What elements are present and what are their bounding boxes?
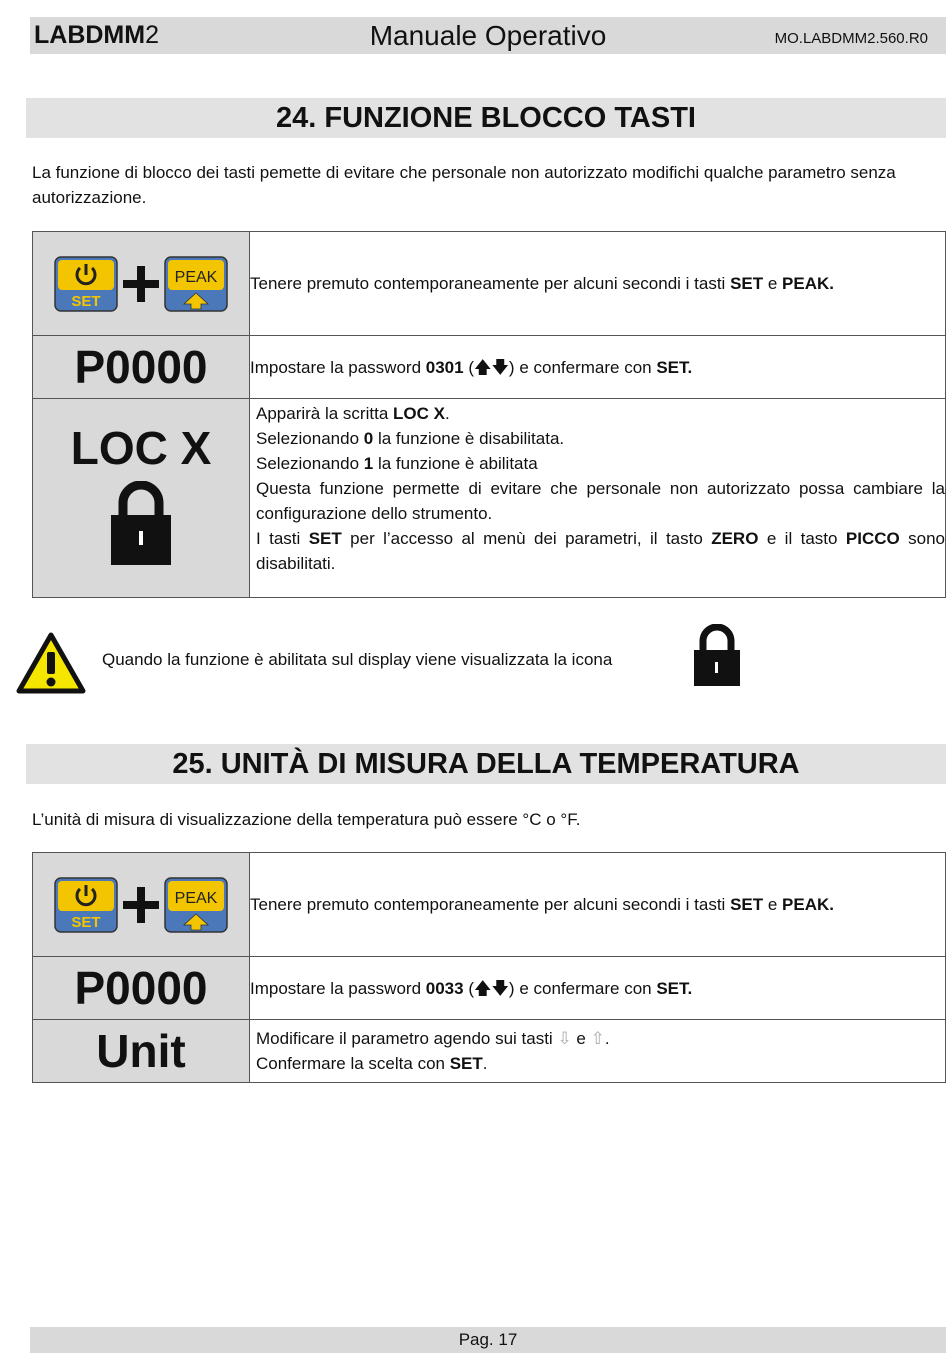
peak-key-label: PEAK (174, 268, 218, 286)
section-25-intro: L’unità di misura di visualizzazione della temperatura può essere °C o °F. (32, 810, 581, 829)
warning-note (16, 632, 756, 694)
page-number: Pag. 17 (458, 1330, 518, 1349)
warning-icon (16, 632, 86, 694)
section-25-title: 25. UNITÀ DI MISURA DELLA TEMPERATURA (26, 744, 946, 784)
lock-icon (692, 624, 742, 688)
step-hold-keys: Tenere premuto contemporaneamente per alcuni secondi i tasti SET e PEAK. (250, 232, 946, 336)
step-password: Impostare la password 0033 (🡅🡇) e confermare con SET. (250, 957, 946, 1020)
down-arrow-icon: ⇩ (557, 1029, 572, 1048)
document-code: MO.LABDMM2.560.R0 (774, 30, 928, 47)
set-key-label: SET (71, 292, 101, 310)
plus-icon (122, 264, 160, 304)
step-hold-keys: Tenere premuto contemporaneamente per alcuni secondi i tasti SET e PEAK. (250, 853, 946, 957)
display-p0000: P0000 (33, 957, 250, 1020)
set-key-label: SET (71, 913, 101, 931)
set-key-icon (54, 877, 118, 933)
display-loc-x: LOC X (33, 399, 250, 598)
header-title: Manuale Operativo (369, 20, 607, 51)
peak-key-icon (164, 256, 228, 312)
page-footer (30, 1327, 946, 1353)
step-loc-description: Apparirà la scritta LOC X. Selezionando 0 la funzione è disabilitata. Selezionando 1 la funzione è abilitata Questa funzione permette di evitare che personale non autorizzato possa cambiare la configurazione dello strumento. I tasti SET per l’accesso al menù dei parametri, il tasto ZERO e il tasto PICCO sono disabilitati. (250, 399, 946, 598)
peak-key-icon (164, 877, 228, 933)
section-25-steps (32, 852, 946, 1083)
plus-icon (122, 885, 160, 925)
page-header (30, 17, 946, 54)
warning-text: Quando la funzione è abilitata sul display viene visualizzata la icona (102, 650, 613, 669)
display-p0000: P0000 (33, 336, 250, 399)
up-arrow-icon: ⇧ (590, 1029, 605, 1048)
section-24-intro: La funzione di blocco dei tasti pemette di evitare che personale non autorizzato modifichi qualche parametro senza autorizzazione. (32, 163, 896, 207)
section-24-steps (32, 231, 946, 598)
display-unit: Unit (33, 1020, 250, 1083)
section-24-title: 24. FUNZIONE BLOCCO TASTI (26, 98, 946, 138)
lock-icon (109, 481, 173, 567)
keys-cell (33, 232, 250, 336)
set-key-icon (54, 256, 118, 312)
brand: LABDMM2 (34, 21, 159, 49)
step-password: Impostare la password 0301 (🡅🡇) e confermare con SET. (250, 336, 946, 399)
peak-key-label: PEAK (174, 889, 218, 907)
keys-cell (33, 853, 250, 957)
step-change-unit: Modificare il parametro agendo sui tasti ⇩ e ⇧. Confermare la scelta con SET. (250, 1020, 946, 1083)
